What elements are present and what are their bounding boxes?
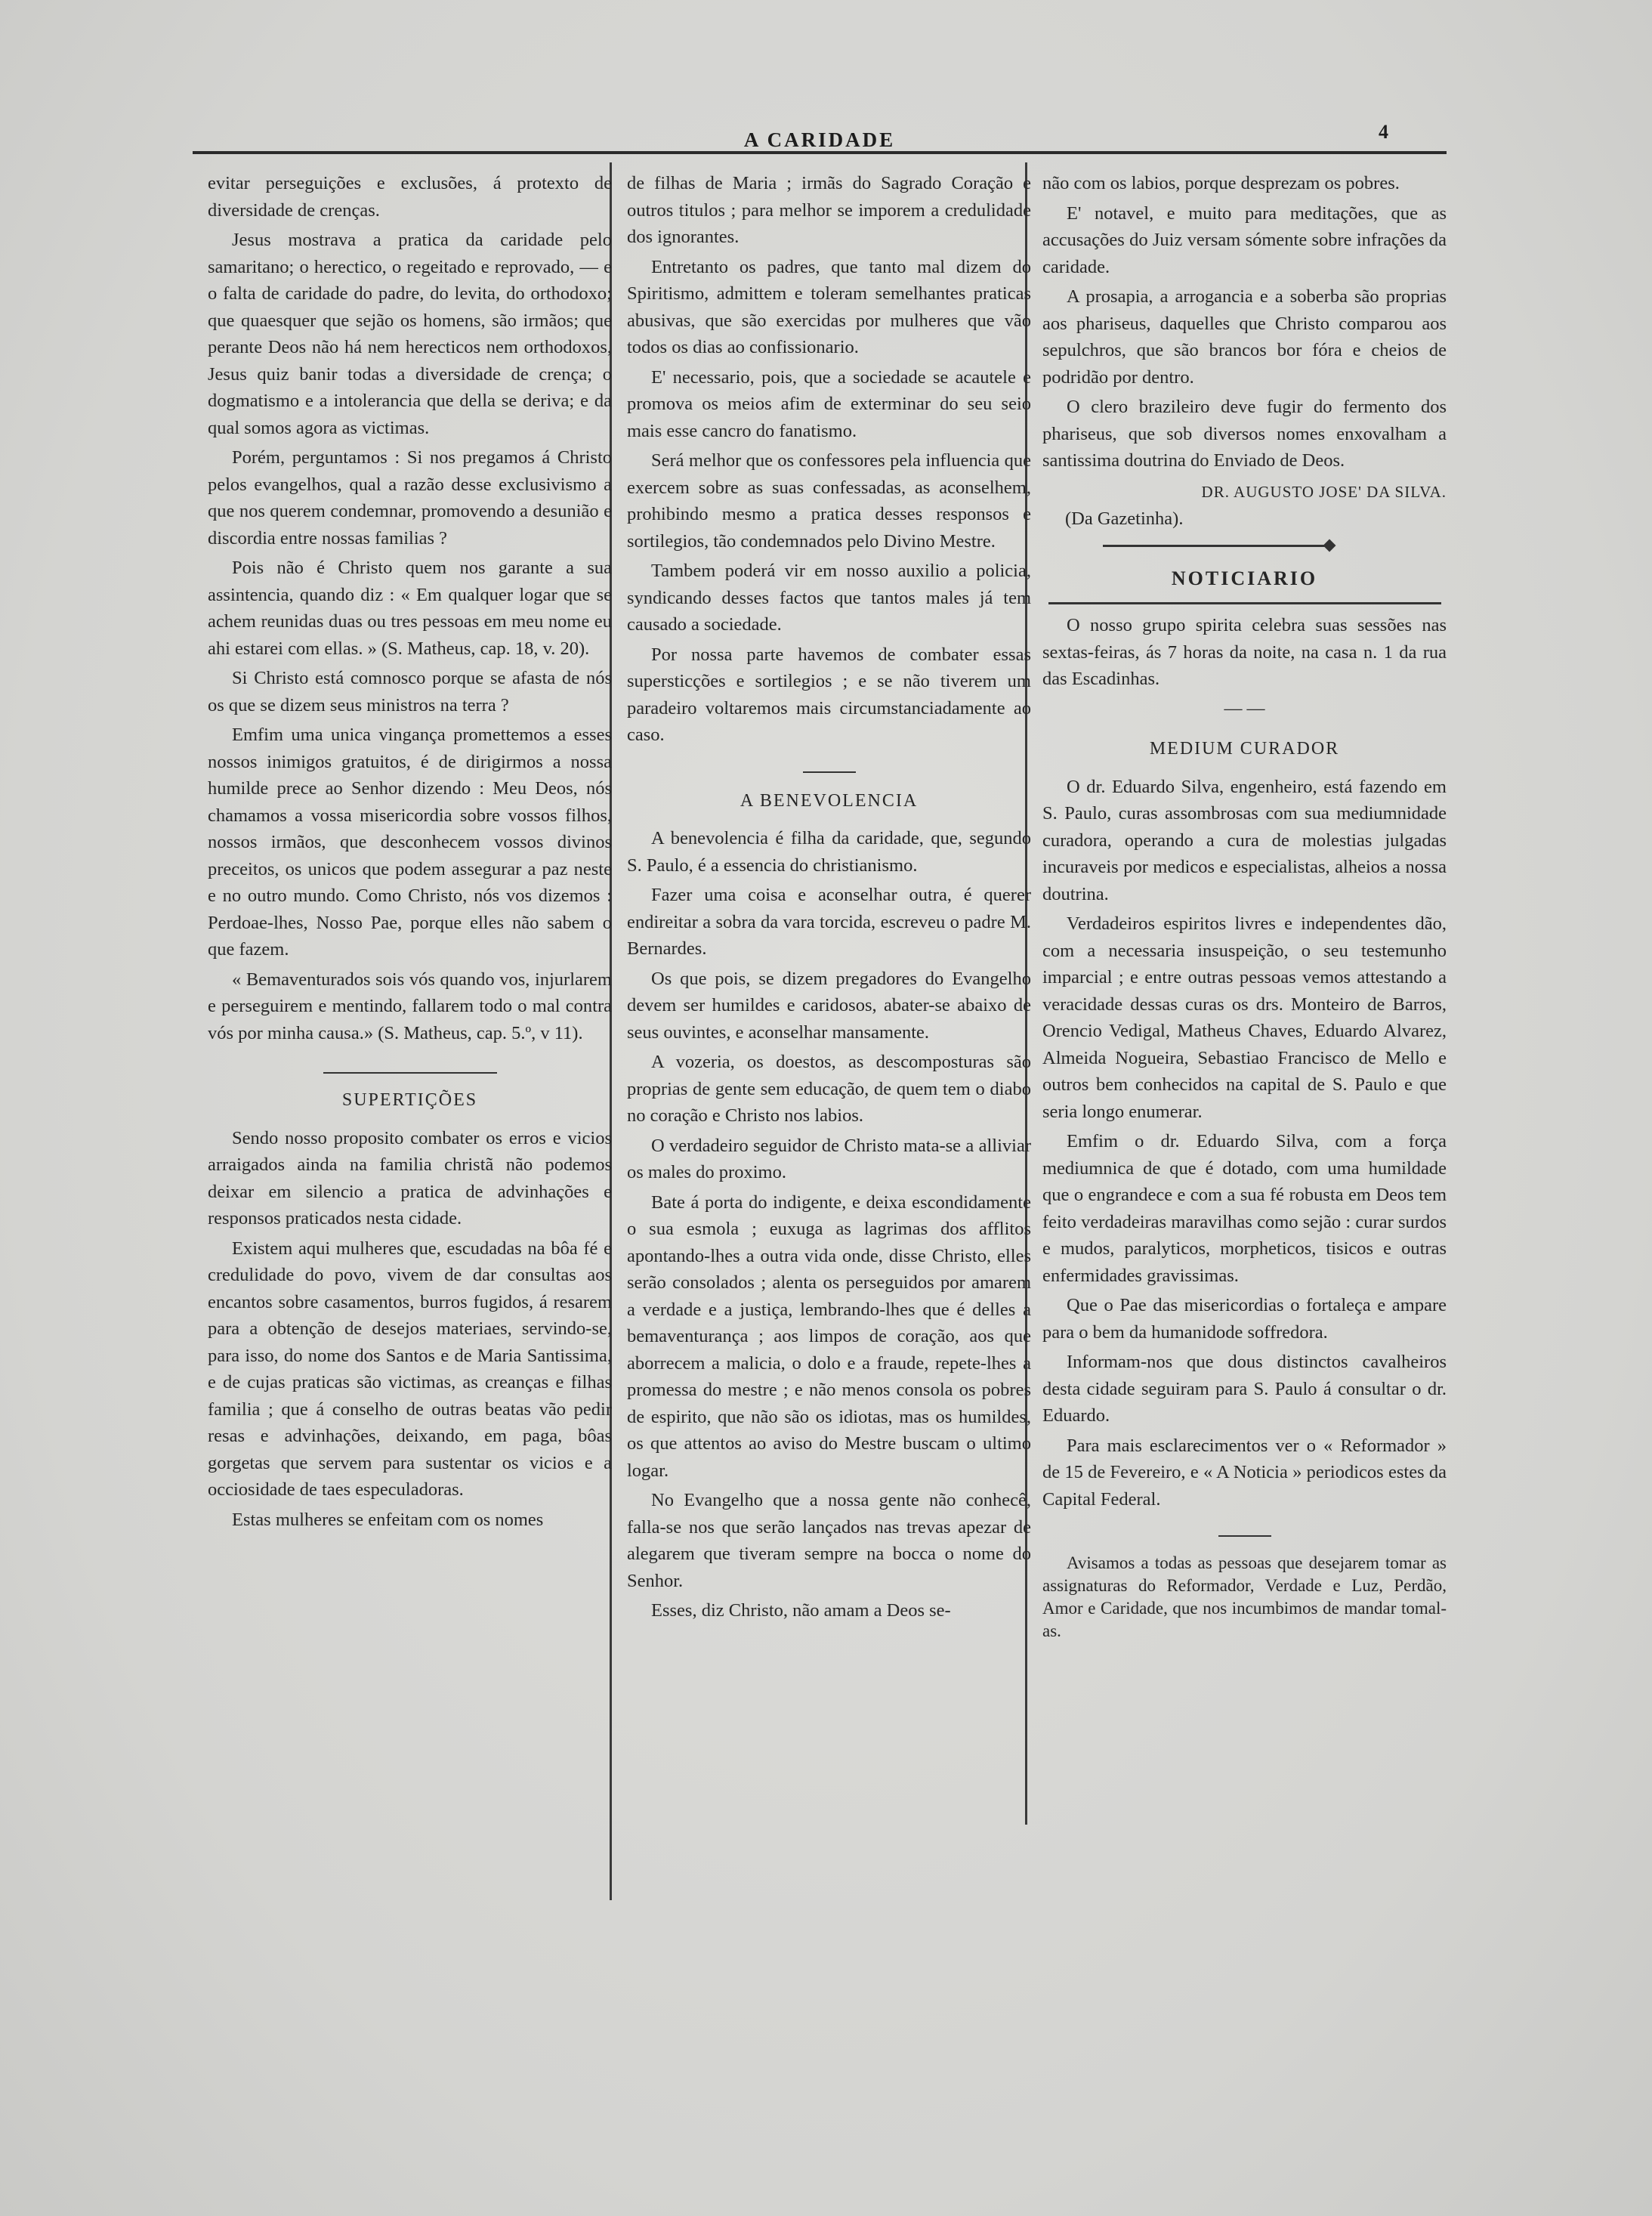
paragraph: Bate á porta do indigente, e deixa escondidamente o sua esmola ; euxuga as lagrimas dos afflitos apontando-lhes a outra vida onde, disse Christo, elles serão consolados ; alenta os perseguidos por amarem a verdade e a justiça, lembrando-lhes que é delles a bemaventurança ; aos limpos de coração, aos que aborrecem a malicia, o dolo e a fraude, repete-lhes a promessa do mestre ; e não menos consola os pobres de espirito, que não são os idiotas, mas os humildes, os que attentos ao aviso do Mestre buscam o ultimo logar.: [627, 1191, 1031, 1481]
column-3: [1042, 170, 1447, 1646]
paragraph: Será melhor que os confessores pela influencia que exercem sobre as suas confessadas, as aconselhem, prohibindo mesmo a pratica desses responsos e sortilegios, tão condemnados pelo Divino Mestre.: [627, 450, 1031, 552]
paragraph: A benevolencia é filha da caridade, que, segundo S. Paulo, é a essencia do christianismo.: [627, 828, 1031, 876]
section-title-noticiario: NOTICIARIO: [1171, 567, 1318, 589]
source-credit: (Da Gazetinha).: [1065, 508, 1184, 529]
paragraph: No Evangelho que a nossa gente não conhecê, falla-se nos que serão lançados nas trevas apezar de alegarem que tiveram sempre na bocca o nome do Senhor.: [627, 1490, 1031, 1591]
paragraph: Informam-nos que dous distinctos cavalheiros desta cidade seguiram para S. Paulo á consultar o dr. Eduardo.: [1042, 1352, 1447, 1426]
paragraph: Por nossa parte havemos de combater essas supersticções e sortilegios ; e se não tiverem um paradeiro voltaremos mais circumstanciadamente ao caso.: [627, 644, 1031, 745]
section-separator: [1218, 1535, 1271, 1537]
author-signature: DR. AUGUSTO JOSE' DA SILVA.: [1201, 482, 1447, 501]
paragraph: Esses, diz Christo, não amam a Deos se-: [651, 1600, 951, 1621]
paragraph: O nosso grupo spirita celebra suas sessões nas sextas-feiras, ás 7 horas da noite, na casa n. 1 da rua das Escadinhas.: [1042, 615, 1447, 689]
paragraph: Existem aqui mulheres que, escudadas na bôa fé e credulidade do povo, vivem de dar consultas aos encantos sobre casamentos, burros fugidos, á resarem para a obtenção de desejos materiaes, servindo-se, para isso, do nome dos Santos e de Maria Santissima, e de cujas praticas são victimas, as creanças e filhas familia ; que á conselho de outras beatas vão pedir resas e advinhações, deixando, em paga, bôas gorgetas que servem para sustentar os vicios e a occiosidade de taes especuladoras.: [208, 1238, 612, 1500]
column-1: [208, 170, 612, 1536]
paragraph: Estas mulheres se enfeitam com os nomes: [232, 1509, 544, 1530]
paragraph: Porém, perguntamos : Si nos pregamos á Christo pelos evangelhos, qual a razão desse exclusivismo a que nos querem condemnar, promovendo a desunião e discordia entre nossas familias ?: [208, 447, 612, 549]
section-separator: [803, 771, 856, 773]
column-2: [627, 170, 1031, 1627]
section-separator: [323, 1072, 497, 1074]
paragraph: O clero brazileiro deve fugir do fermento dos phariseus, que sob diversos nomes enxovalham a santissima doutrina do Enviado de Deos.: [1042, 397, 1447, 471]
paragraph: Entretanto os padres, que tanto mal dizem do Spiritismo, admittem e toleram semelhantes praticas abusivas, que são exercidas por mulheres que vão todos os dias ao confissionario.: [627, 256, 1031, 357]
paragraph: Para mais esclarecimentos ver o « Reformador » de 15 de Fevereiro, e « A Noticia » periodicos estes da Capital Federal.: [1042, 1435, 1447, 1510]
paragraph: evitar perseguições e exclusões, á protexto de diversidade de crenças.: [208, 173, 612, 221]
paragraph: E' necessario, pois, que a sociedade se acautele e promova os meios afim de exterminar do seu seio mais esse cancro do fanatismo.: [627, 366, 1031, 441]
header-rule: [193, 151, 1447, 154]
paragraph: A prosapia, a arrogancia e a soberba são proprias aos phariseus, daquelles que Christo comparou aos sepulchros, que são brancos bor fóra e cheios de podridão por dentro.: [1042, 286, 1447, 388]
section-title-benevolencia: A BENEVOLENCIA: [740, 790, 919, 811]
paragraph: O verdadeiro seguidor de Christo mata-se a alliviar os males do proximo.: [627, 1135, 1031, 1182]
paragraph: Fazer uma coisa e aconselhar outra, é querer endireitar a sobra da vara torcida, escreveu o padre M. Bernardes.: [627, 885, 1031, 959]
paragraph: de filhas de Maria ; irmãs do Sagrado Coração e outros titulos ; para melhor se imporem a credulidade dos ignorantes.: [627, 173, 1031, 247]
paragraph: Tambem poderá vir em nosso auxilio a policia, syndicando desses factos que tantos males já tem causado a sociedade.: [627, 561, 1031, 635]
paragraph: Emfim o dr. Eduardo Silva, com a força mediumnica de que é dotado, com uma humildade que o engrandece e com a sua fé robusta em Deos tem feito verdadeiras maravilhas como sejão : curar surdos e mudos, paralyticos, morpheticos, tisicos e outras enfermidades gravissimas.: [1042, 1131, 1447, 1286]
paragraph: Verdadeiros espiritos livres e independentes dão, com a necessaria insuspeição, o seu testemunho imparcial ; e entre outras pessoas vemos attestando a veracidade dessas curas os drs. Monteiro de Barros, Orencio Vedigal, Matheus Chaves, Eduardo Alvarez, Almeida Nogueira, Sebastiao Francisco de Mello e outros bem conhecidos na capital de S. Paulo e que seria longo enumerar.: [1042, 913, 1447, 1122]
dash-separator: — —: [1224, 698, 1265, 719]
newspaper-title: A CARIDADE: [743, 128, 896, 151]
paragraph: O dr. Eduardo Silva, engenheiro, está fazendo em S. Paulo, curas assombrosas com sua mediumnidade curadora, operando a cura de molestias julgadas incuraveis por medicos e especialistas, alheios a nossa doutrina.: [1042, 776, 1447, 904]
page-number: 4: [1379, 121, 1388, 143]
section-title-medium-curador: MEDIUM CURADOR: [1149, 739, 1340, 759]
section-separator: [1048, 602, 1441, 604]
paragraph: A vozeria, os doestos, as descomposturas são proprias de gente sem educação, de quem tem o diabo no coração e Christo nos labios.: [627, 1052, 1031, 1126]
paragraph: « Bemaventurados sois vós quando vos, injurlarem e perseguirem e mentindo, fallarem todo o mal contra vós por minha causa.» (S. Matheus, cap. 5.º, v 11).: [208, 969, 612, 1043]
ornament-separator: [1103, 545, 1329, 547]
section-title-supersticoes: SUPERTIÇÕES: [341, 1090, 478, 1110]
paragraph: não com os labios, porque desprezam os pobres.: [1042, 173, 1400, 193]
paragraph: E' notavel, e muito para meditações, que as accusações do Juiz versam sómente sobre infrações da caridade.: [1042, 202, 1447, 277]
paragraph: Si Christo está comnosco porque se afasta de nós os que se dizem seus ministros na terra ?: [208, 668, 612, 715]
paragraph: Emfim uma unica vingança promettemos a esses nossos inimigos gratuitos, é de dirigirmos a nossa humilde prece ao Senhor dizendo : Meu Deos, nós chamamos a vossa misericordia sobre vossos filhos, nossos irmãos, que desconhecem vossos divinos preceitos, os unicos que podem assegurar a paz neste e no outro mundo. Como Christo, nós vos dizemos : Perdoae-lhes, Nosso Pae, porque elles não sabem o que fazem.: [208, 725, 612, 960]
paragraph: Que o Pae das misericordias o fortaleça e ampare para o bem da humanidode soffredora.: [1042, 1295, 1447, 1343]
paragraph: Sendo nosso proposito combater os erros e vicios arraigados ainda na familia christã não podemos deixar em silencio a pratica de advinhações e responsos praticados nesta cidade.: [208, 1127, 612, 1229]
paragraph: Pois não é Christo quem nos garante a sua assintencia, quando diz : « Em qualquer logar que se achem reunidas duas ou tres pessoas em meu nome eu ahi estarei com ellas. » (S. Matheus, cap. 18, v. 20).: [208, 558, 612, 659]
paragraph: Jesus mostrava a pratica da caridade pelo samaritano; o herectico, o regeitado e reprovado, — e o falta de caridade do padre, do levita, do orthodoxo; que quaesquer que sejão os homens, são irmãos; que perante Deos não há nem herecticos nem orthodoxos, Jesus quiz banir todas a diversidade de crença; o dogmatismo e a intolerancia que della se deriva; e da qual somos agora as victimas.: [208, 230, 612, 438]
paragraph: Avisamos a todas as pessoas que desejarem tomar as assignaturas do Reformador, Verdade e Luz, Perdão, Amor e Caridade, que nos incumbimos de mandar tomal-as.: [1042, 1553, 1447, 1640]
paragraph: Os que pois, se dizem pregadores do Evangelho devem ser humildes e caridosos, abater-se abaixo de seus ouvintes, e aconselhar mansamente.: [627, 968, 1031, 1043]
